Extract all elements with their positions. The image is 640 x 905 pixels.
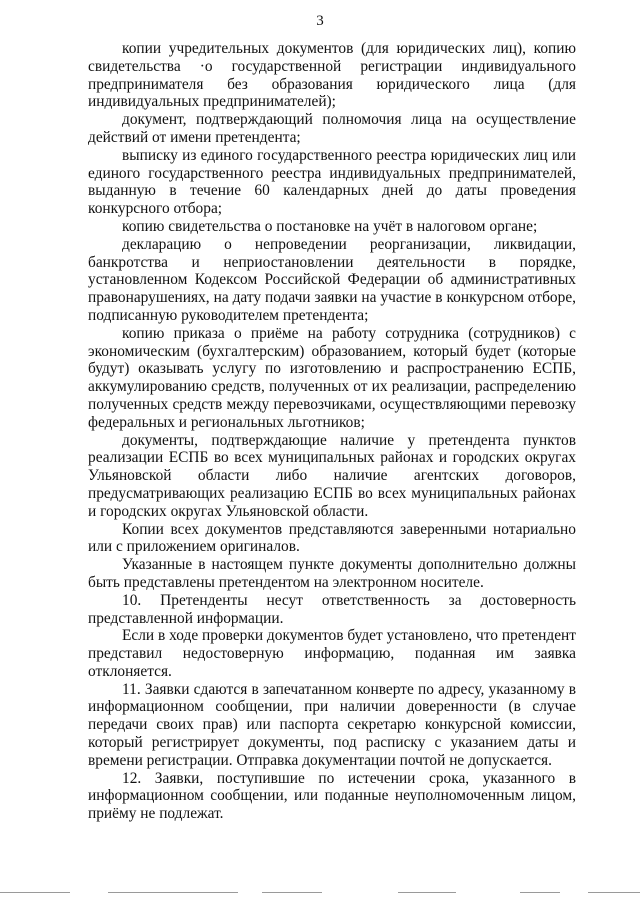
paragraph-tax-certificate: копию свидетельства о постановке на учёт в налоговом органе; [122,217,538,235]
paragraph-hiring-order: копию приказа о приёме на работу сотрудника (сотрудников) с экономическим (бухгалтерским) образованием, который будет (которые будут) оказывать услугу по изготовлению и распространению ЕСПБ, аккумулированию средств, полученных от их реализации, распределению полученных средств между перевозчиками, осуществляющими перевозку федеральных и региональных льготников; [88,324,576,431]
paragraph-certified-copies: Копии всех документов представляются заверенными нотариально или с приложением оригиналов. [88,520,576,556]
scan-mark [262,892,322,893]
paragraph-item-12: 12. Заявки, поступившие по истечении срока, указанного в информационном сообщении, или поданные неуполномоченным лицом, приёму не подлежат. [88,769,576,823]
paragraph-founding-documents: копии учредительных документов (для юридических лиц), копию свидетельства ·о государственной регистрации индивидуального предпринимателя без образования юридического лица (для индивидуальных предпринимателей); [88,40,576,111]
page-number: 3 [316,13,324,29]
paragraph-authority-document: документ, подтверждающий полномочия лица на осуществление действий от имени претендента; [88,111,576,146]
paragraph-electronic-media: Указанные в настоящем пункте документы дополнительно должны быть представлены претендентом на электронном носителе. [88,556,576,591]
scan-mark [108,892,238,893]
scan-mark [398,892,456,893]
paragraph-false-information: Если в ходе проверки документов будет установлено, что претендент представил недостоверную информацию, поданная им заявка отклоняется. [88,627,576,680]
bottom-scan-marks [0,892,640,898]
scan-mark [588,892,640,893]
document-body [88,40,576,823]
paragraph-sales-points: документы, подтверждающие наличие у претендента пунктов реализации ЕСПБ во всех муниципальных районах и городских округах Ульяновской области либо наличие агентских договоров, предусматривающих реализацию ЕСПБ во всех муниципальных районах и городских округах Ульяновской области. [88,431,576,520]
scan-mark [520,892,560,893]
paragraph-registry-extract: выписку из единого государственного реестра юридических лиц или единого государственного реестра индивидуальных предпринимателей, выданную в течение 60 календарных дней до даты проведения конкурсного отбора; [88,146,576,218]
paragraph-item-11: 11. Заявки сдаются в запечатанном конверте по адресу, указанному в информационном сообщении, при наличии доверенности (в случае передачи своих прав) или паспорта секретарю конкурсной комиссии, который регистрирует документы, под расписку с указанием даты и времени регистрации. Отправка документации почтой не допускается. [88,680,576,769]
paragraph-declaration: декларацию о непроведении реорганизации, ликвидации, банкротства и неприостановлении деятельности в порядке, установленном Кодексом Российской Федерации об административных правонарушениях, на дату подачи заявки на участие в конкурсном отборе, подписанную руководителем претендента; [88,235,576,324]
paragraph-item-10: 10. Претенденты несут ответственность за достоверность представленной информации. [88,591,576,627]
scan-mark [0,892,70,893]
